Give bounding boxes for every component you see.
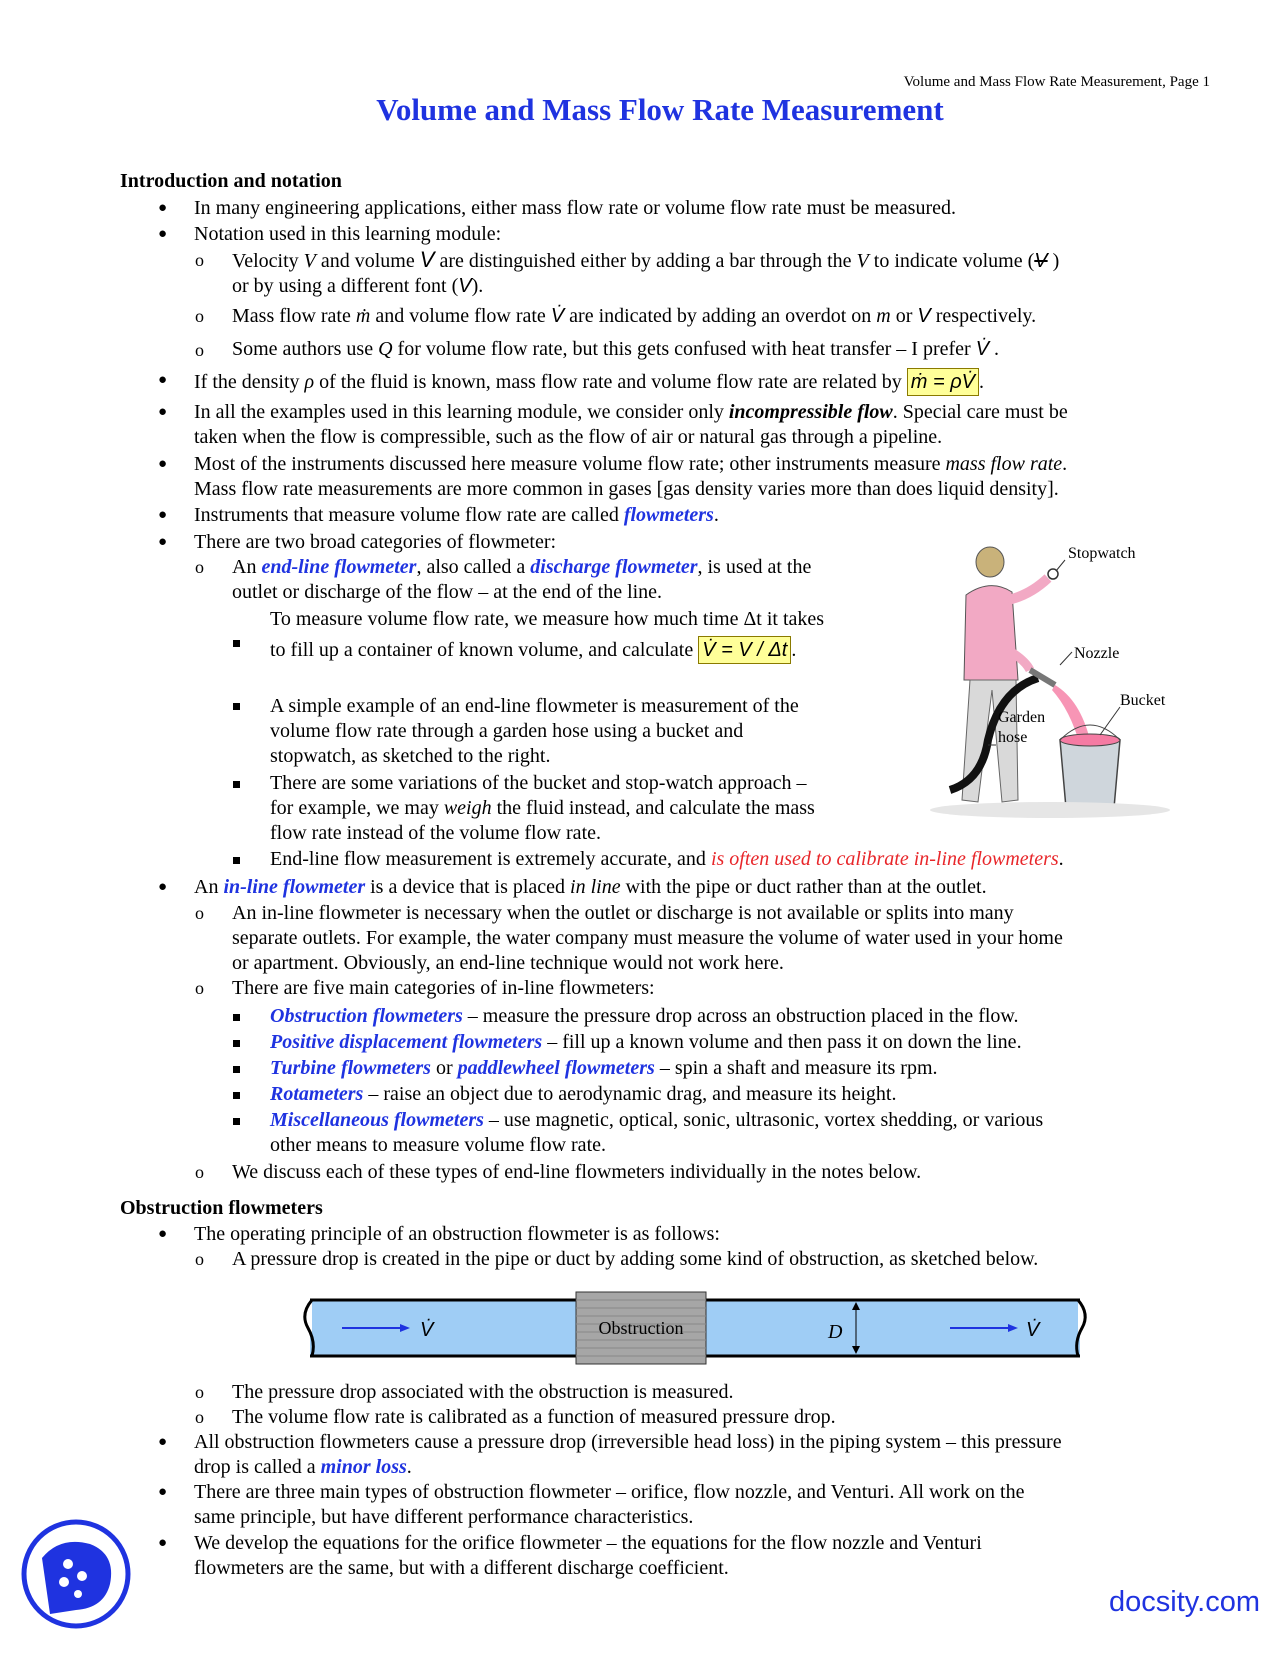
label-bucket: Bucket	[1120, 692, 1166, 709]
text-line: Mass flow rate ṁ and volume flow rate V̇ are indicated by adding an overdot on m or V respectively.	[232, 305, 1037, 327]
text-line: There are some variations of the bucket and stop-watch approach –	[270, 772, 807, 794]
text-line: If the density ρ of the fluid is known, mass flow rate and volume flow rate are related by ṁ = ρV̇ .	[194, 368, 984, 396]
bucket-water	[1060, 734, 1120, 746]
text-line: An end-line flowmeter, also called a discharge flowmeter, is used at the	[232, 556, 812, 578]
person-arm-raised	[1008, 578, 1048, 600]
bullet-square	[233, 1014, 240, 1021]
bullet-dot: ●	[158, 200, 168, 216]
term-miscellaneous-flowmeters: Miscellaneous flowmeters	[270, 1109, 484, 1131]
equation-volume-flow: V̇ = V / Δt	[698, 636, 791, 664]
text-line: In all the examples used in this learning module, we consider only incompressible flow. Special care must be	[194, 401, 1068, 423]
text-line: An in-line flowmeter is necessary when the outlet or discharge is not available or splits into many	[232, 902, 1014, 924]
bullet-circle: o	[195, 340, 204, 360]
term-end-line-flowmeter: end-line flowmeter	[261, 556, 417, 578]
bullet-circle: o	[195, 250, 204, 270]
text-line: End-line flow measurement is extremely accurate, and is often used to calibrate in-line flowmeters.	[270, 848, 1064, 870]
bullet-circle: o	[195, 306, 204, 326]
bullet-dot: ●	[158, 534, 168, 550]
obstruction-pipe-figure	[300, 1290, 1100, 1370]
text-line: A simple example of an end-line flowmeter is measurement of the	[270, 695, 799, 717]
bullet-dot: ●	[158, 404, 168, 420]
text-line: Positive displacement flowmeters – fill up a known volume and then pass it on down the line.	[270, 1031, 1022, 1053]
text-line: Instruments that measure volume flow rate are called flowmeters.	[194, 504, 719, 526]
bullet-dot: ●	[158, 1434, 168, 1450]
bullet-circle: o	[195, 1382, 204, 1402]
bucket-stopwatch-figure	[930, 540, 1190, 840]
bullet-dot: ●	[158, 879, 168, 895]
bullet-square	[233, 640, 240, 647]
label-garden: Garden	[998, 709, 1046, 726]
bullet-square	[233, 1118, 240, 1125]
section-heading-obstruction: Obstruction flowmeters	[120, 1197, 323, 1219]
text-line: Some authors use Q for volume flow rate, but this gets confused with heat transfer – I prefer V̇ .	[232, 338, 1000, 360]
text-line: Most of the instruments discussed here measure volume flow rate; other instruments measure mass flow rate.	[194, 453, 1068, 475]
term-flowmeters: flowmeters	[623, 504, 714, 526]
bullet-circle: o	[195, 1407, 204, 1427]
bullet-square	[233, 1066, 240, 1073]
text-line: for example, we may weigh the fluid instead, and calculate the mass	[270, 797, 815, 819]
bullet-dot: ●	[158, 456, 168, 472]
text-line: The volume flow rate is calibrated as a function of measured pressure drop.	[232, 1406, 836, 1428]
text-line: separate outlets. For example, the water company must measure the volume of water used in your home	[232, 927, 1063, 949]
text-line: stopwatch, as sketched to the right.	[270, 745, 551, 767]
docsity-logo-icon[interactable]	[20, 1518, 132, 1630]
term-in-line-flowmeter: in-line flowmeter	[223, 876, 366, 898]
ground-shadow	[930, 802, 1170, 818]
text-line: There are three main types of obstruction flowmeter – orifice, flow nozzle, and Venturi. All work on the	[194, 1481, 1025, 1503]
stopwatch-leader	[1056, 560, 1065, 571]
bullet-circle: o	[195, 903, 204, 923]
bullet-dot: ●	[158, 1226, 168, 1242]
label-obstruction: Obstruction	[598, 1318, 684, 1338]
docsity-brand-link[interactable]: docsity.com	[1109, 1586, 1260, 1618]
text-line: Obstruction flowmeters – measure the pressure drop across an obstruction placed in the flow.	[270, 1005, 1019, 1027]
label-hose: hose	[998, 729, 1028, 746]
text-line: There are two broad categories of flowmeter:	[194, 531, 557, 553]
term-turbine-flowmeters: Turbine flowmeters	[270, 1057, 431, 1079]
text-line: flow rate instead of the volume flow rate.	[270, 822, 601, 844]
label-flow-right: V̇	[1026, 1319, 1040, 1341]
bullet-square	[233, 1092, 240, 1099]
text-line: Velocity V and volume V are distinguished either by adding a bar through the V to indicate volume (V )	[232, 247, 1060, 272]
text-line: An in-line flowmeter is a device that is placed in line with the pipe or duct rather than at the outlet.	[194, 876, 987, 898]
bullet-circle: o	[195, 978, 204, 998]
bullet-square	[233, 703, 240, 710]
bucket-icon	[1060, 740, 1120, 808]
text-line: We develop the equations for the orifice flowmeter – the equations for the flow nozzle and Venturi	[194, 1532, 982, 1554]
text-line: flowmeters are the same, but with a different discharge coefficient.	[194, 1557, 729, 1579]
text-line: The pressure drop associated with the obstruction is measured.	[232, 1381, 734, 1403]
text-line: volume flow rate through a garden hose using a bucket and	[270, 720, 744, 742]
text-line: outlet or discharge of the flow – at the end of the line.	[232, 581, 663, 603]
bullet-dot: ●	[158, 226, 168, 242]
bucket-leader	[1100, 707, 1120, 735]
label-stopwatch: Stopwatch	[1068, 545, 1136, 562]
text-line: Turbine flowmeters or paddlewheel flowmeters – spin a shaft and measure its rpm.	[270, 1057, 938, 1079]
bullet-circle: o	[195, 557, 204, 577]
text-line: A pressure drop is created in the pipe or duct by adding some kind of obstruction, as sketched below.	[232, 1248, 1039, 1270]
text-line: same principle, but have different performance characteristics.	[194, 1506, 694, 1528]
text-line: to fill up a container of known volume, and calculate V̇ = V / Δt .	[270, 636, 796, 664]
bullet-dot: ●	[158, 372, 168, 388]
section-heading-introduction: Introduction and notation	[120, 170, 342, 192]
bullet-circle: o	[195, 1162, 204, 1182]
bullet-dot: ●	[158, 1484, 168, 1500]
text-line: The operating principle of an obstruction flowmeter is as follows:	[194, 1223, 720, 1245]
text-line: or by using a different font (V).	[232, 275, 484, 297]
text-line: There are five main categories of in-line flowmeters:	[232, 977, 655, 999]
emphasis-calibrate: is often used to calibrate in-line flowmeters	[710, 848, 1059, 870]
text-line: or apartment. Obviously, an end-line technique would not work here.	[232, 952, 784, 974]
nozzle-leader	[1060, 652, 1072, 665]
bullet-dot: ●	[158, 507, 168, 523]
text-line: Notation used in this learning module:	[194, 223, 502, 245]
page-title: Volume and Mass Flow Rate Measurement	[376, 92, 944, 127]
text-line: taken when the flow is compressible, such as the flow of air or natural gas through a pipeline.	[194, 426, 943, 448]
equation-mass-flow: ṁ = ρV̇	[907, 368, 979, 396]
term-discharge-flowmeter: discharge flowmeter	[530, 556, 698, 578]
term-obstruction-flowmeters: Obstruction flowmeters	[270, 1005, 463, 1027]
text-line: Mass flow rate measurements are more common in gases [gas density varies more than does liquid density].	[194, 478, 1059, 500]
label-flow-left: V̇	[420, 1319, 434, 1341]
term-minor-loss: minor loss	[320, 1456, 407, 1478]
text-line: To measure volume flow rate, we measure how much time Δt it takes	[270, 608, 825, 630]
label-diameter: D	[828, 1321, 843, 1343]
term-positive-displacement: Positive displacement flowmeters	[270, 1031, 543, 1053]
term-paddlewheel-flowmeters: paddlewheel flowmeters	[457, 1057, 655, 1079]
person-head	[976, 547, 1004, 577]
text-line: drop is called a minor loss.	[194, 1456, 412, 1478]
text-line: In many engineering applications, either mass flow rate or volume flow rate must be measured.	[194, 197, 956, 219]
text-line: We discuss each of these types of end-line flowmeters individually in the notes below.	[232, 1161, 922, 1183]
bullet-square	[233, 1040, 240, 1047]
bullet-square	[233, 781, 240, 788]
text-line: Rotameters – raise an object due to aerodynamic drag, and measure its height.	[270, 1083, 897, 1105]
text-line: other means to measure volume flow rate.	[270, 1134, 606, 1156]
text-line: All obstruction flowmeters cause a pressure drop (irreversible head loss) in the piping system – this pressure	[194, 1431, 1062, 1453]
running-head: Volume and Mass Flow Rate Measurement, Page 1	[903, 74, 1210, 90]
bullet-circle: o	[195, 1249, 204, 1269]
text-line: Miscellaneous flowmeters – use magnetic, optical, sonic, ultrasonic, vortex shedding, or various	[270, 1109, 1044, 1131]
term-rotameters: Rotameters	[270, 1083, 364, 1105]
bullet-dot: ●	[158, 1535, 168, 1551]
bullet-square	[233, 857, 240, 864]
label-nozzle: Nozzle	[1074, 645, 1120, 662]
